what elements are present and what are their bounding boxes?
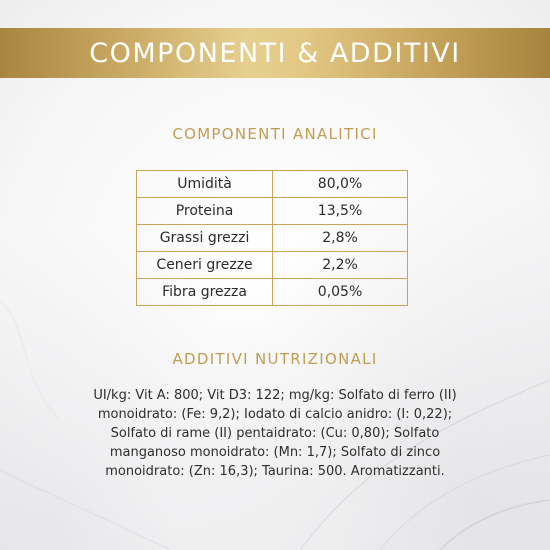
row-value: 80,0% [273,171,408,198]
nutritional-additives-heading: ADDITIVI NUTRIZIONALI [172,350,378,368]
row-label: Fibra grezza [137,279,273,306]
table-row [137,279,408,306]
title-banner [0,28,550,78]
row-value: 2,2% [273,252,408,279]
row-label: Proteina [137,198,273,225]
additives-line: UI/kg: Vit A: 800; Vit D3: 122; mg/kg: Solfato di ferro (II) [93,388,457,403]
table-row [137,198,408,225]
page-title: COMPONENTI & ADDITIVI [89,37,461,69]
row-label: Umidità [137,171,273,198]
table-row [137,225,408,252]
nutritional-additives-text [20,386,530,481]
row-label: Grassi grezzi [137,225,273,252]
additives-line: Solfato di rame (II) pentaidrato: (Cu: 0,80); Solfato [110,426,440,441]
row-value: 13,5% [273,198,408,225]
row-value: 2,8% [273,225,408,252]
row-label: Ceneri grezze [137,252,273,279]
table-row [137,252,408,279]
additives-line: monoidrato: (Fe: 9,2); Iodato di calcio anidro: (I: 0,22); [97,407,453,422]
row-value: 0,05% [273,279,408,306]
additives-line: monoidrato: (Zn: 16,3); Taurina: 500. Aromatizzanti. [105,464,445,479]
table-row [137,171,408,198]
analytical-components-table [136,170,408,306]
analytical-components-heading: COMPONENTI ANALITICI [172,125,378,143]
additives-line: manganoso monoidrato: (Mn: 1,7); Solfato di zinco [109,445,441,460]
